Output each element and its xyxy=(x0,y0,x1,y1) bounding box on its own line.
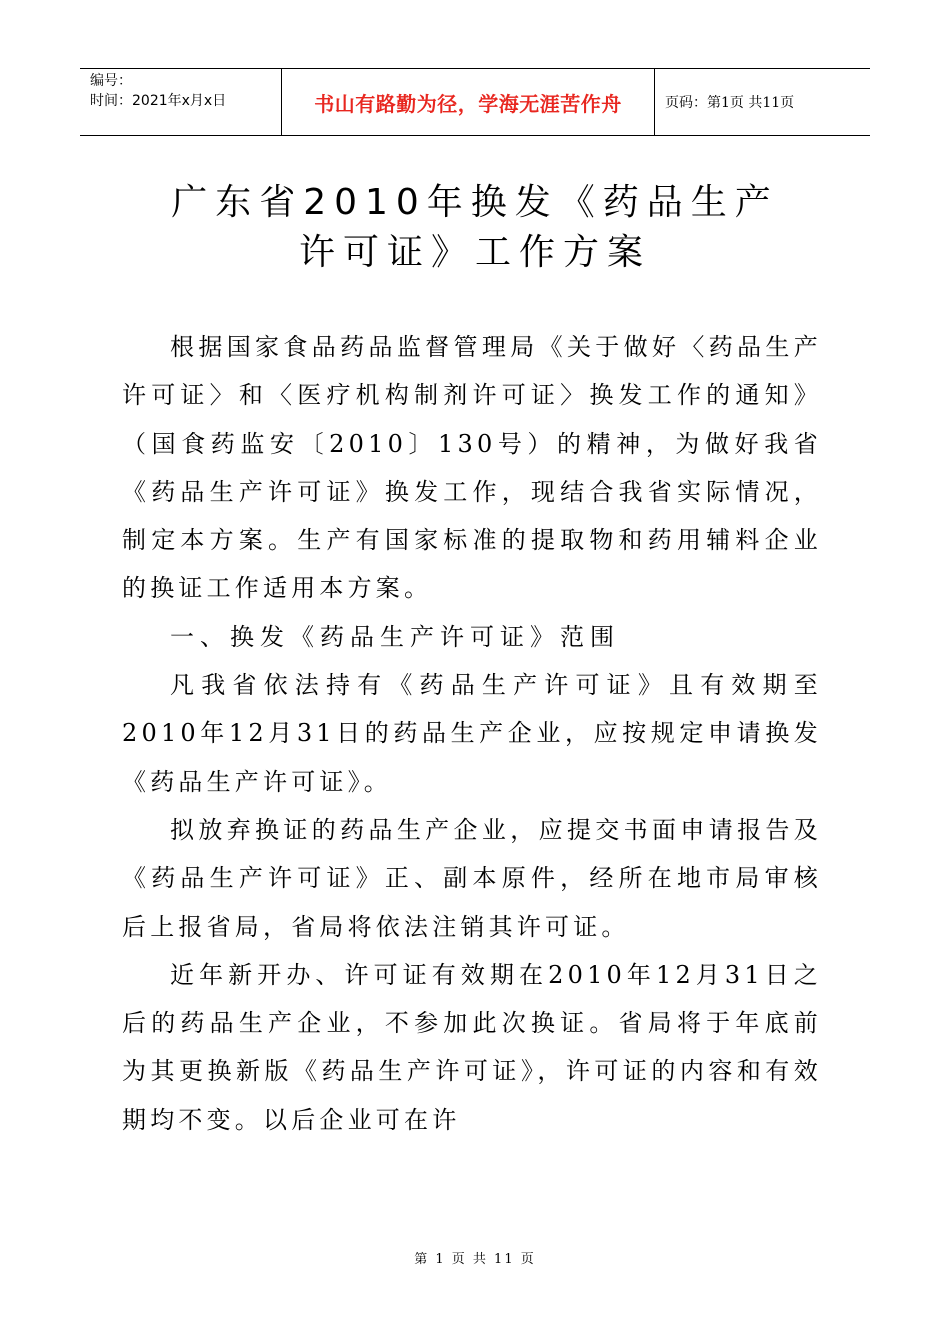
body-paragraph-cancel: 拟放弃换证的药品生产企业，应提交书面申请报告及《药品生产许可证》正、副本原件，经所在地市局审核后上报省局，省局将依法注销其许可证。 xyxy=(122,815,822,941)
header-meta xyxy=(80,69,282,135)
body-paragraph-intro: 根据国家食品药品监督管理局《关于做好〈药品生产许可证〉和〈医疗机构制剂许可证〉换发工作的通知》（国食药监安〔2010〕130号）的精神，为做好我省《药品生产许可证》换发工作，现结合我省实际情况，制定本方案。生产有国家标准的提取物和药用辅料企业的换证工作适用本方案。 xyxy=(122,333,822,603)
document-body xyxy=(122,323,822,1144)
page-footer: 第 1 页 共 11 页 xyxy=(414,1252,536,1267)
title-line-2: 许可证》工作方案 xyxy=(298,232,651,273)
header-page-info: 页码：第1页 共11页 xyxy=(665,95,795,111)
header-motto-cell xyxy=(282,69,655,135)
title-line-1: 广东省2010年换发《药品生产 xyxy=(171,182,779,223)
header-motto: 书山有路勤为径，学海无涯苦作舟 xyxy=(314,91,622,116)
body-paragraph-scope: 凡我省依法持有《药品生产许可证》且有效期至2010年12月31日的药品生产企业，应按规定申请换发《药品生产许可证》。 xyxy=(122,671,822,796)
document-number-label: 编号： xyxy=(90,73,132,89)
document-title xyxy=(0,178,950,278)
page-header xyxy=(80,68,870,136)
section-heading-scope: 一、换发《药品生产许可证》范围 xyxy=(170,622,620,651)
body-paragraph-new: 近年新开办、许可证有效期在2010年12月31日之后的药品生产企业，不参加此次换证。省局将于年底前为其更换新版《药品生产许可证》，许可证的内容和有效期均不变。以后企业可在许 xyxy=(122,960,822,1134)
document-time-label: 时间：2021年x月x日 xyxy=(90,93,227,109)
